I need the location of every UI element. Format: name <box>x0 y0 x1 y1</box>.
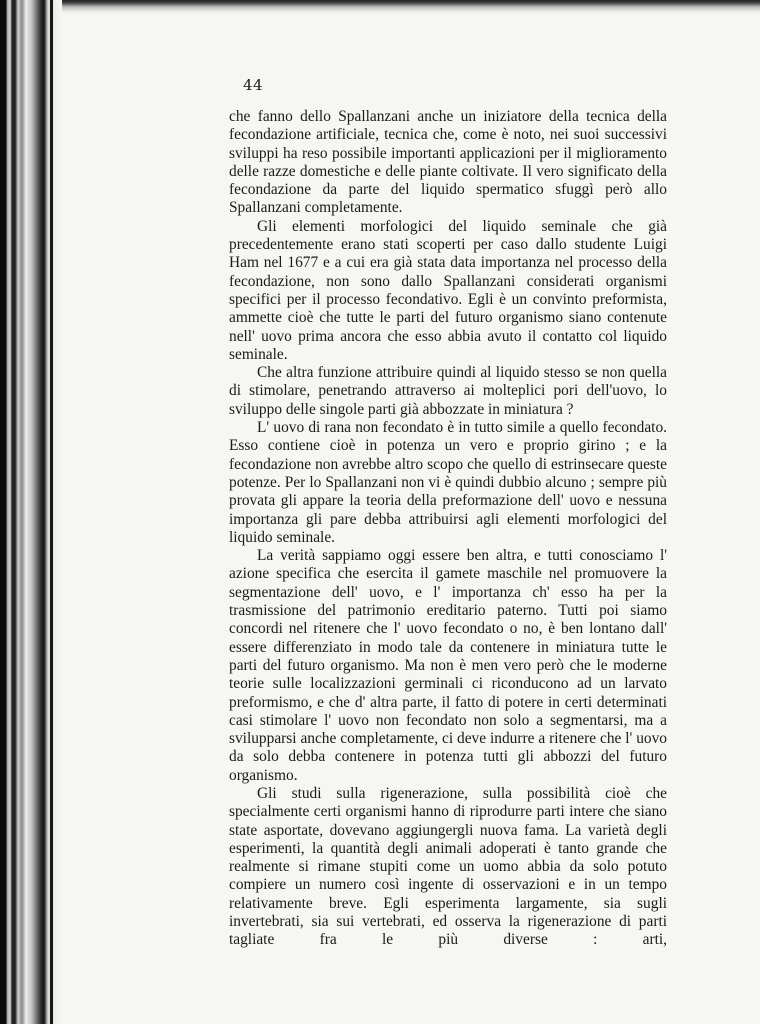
paragraph-2: Gli elementi morfologici del liquido seminale che già precedentemente erano stati scoperti per caso dallo studente Luigi Ham nel 1677 e a cui era già stata data importanza nel processo della fecondazione, non sono dallo Spallanzani considerati organismi specifici per il processo fecondativo. Egli è un convinto preformista, ammette cioè che tutte le parti del futuro organismo siano contenute nell' uovo prima ancora che esso abbia avuto il contatto col liquido seminale. <box>229 217 667 363</box>
scan-top-edge <box>0 0 760 14</box>
body-text <box>229 108 667 950</box>
scan-binding-line <box>50 0 53 1024</box>
paragraph-6: Gli studi sulla rigenerazione, sulla possibilità cioè che specialmente certi organismi hanno di riprodurre parti intere che siano state asportate, dovevano aggiungergli nuova fama. La varietà degli esperimenti, la quantità degli animali adoperati è tanto grande che realmente si rimane stupiti come un uomo abbia da solo potuto compiere un numero così ingente di osservazioni e in un tempo relativamente breve. Egli esperimenta largamente, sia sugli invertebrati, sia sui vertebrati, ed osserva la rigenerazione di parti tagliate fra le più diverse : arti, <box>229 784 667 949</box>
paragraph-1: che fanno dello Spallanzani anche un iniziatore della tecnica della fecondazione artificiale, tecnica che, come è noto, nei suoi successivi sviluppi ha reso possibile importanti applicazioni per il miglioramento delle razze domestiche e delle piante coltivate. Il vero significato della fecondazione da parte del liquido spermatico sfuggì però allo Spallanzani completamente. <box>229 108 667 217</box>
paragraph-3: Che altra funzione attribuire quindi al liquido stesso se non quella di stimolare, penetrando attraverso ai molteplici pori dell'uovo, lo sviluppo delle singole parti già abbozzate in miniatura ? <box>229 364 667 418</box>
page-number: 44 <box>243 76 264 94</box>
paragraph-5: La verità sappiamo oggi essere ben altra, e tutti conosciamo l' azione specifica che esercita il gamete maschile nel promuovere la segmentazione dell' uovo, e l' importanza ch' esso ha per la trasmissione del patrimonio ereditario paterno. Tutti poi siamo concordi nel ritenere che l' uovo fecondato o no, è ben lontano dall' essere differenziato in modo tale da contenere in miniatura tutte le parti del futuro organismo. Ma non è men vero però che le moderne teorie sulle localizzazioni germinali ci riconducono ad un larvato preformismo, e che d' altra parte, il fatto di potere in certi determinati casi stimolare l' uovo non fecondato non solo a segmentarsi, ma a svilupparsi anche completamente, ci deve indurre a ritenere che l' uovo da solo debba contenere in potenza tutti gli abbozzi del futuro organismo. <box>229 547 667 784</box>
paragraph-4: L' uovo di rana non fecondato è in tutto simile a quello fecondato. Esso contiene cioè in potenza un vero e proprio girino ; e la fecondazione non avrebbe altro scopo che quello di estrinsecare queste potenze. Per lo Spallanzani non vi è quindi dubbio alcuno ; sempre più provata gli appare la teoria della preformazione dell' uovo e nessuna importanza gli pare debba attribuirsi agli elementi morfologici del liquido seminale. <box>229 419 667 546</box>
